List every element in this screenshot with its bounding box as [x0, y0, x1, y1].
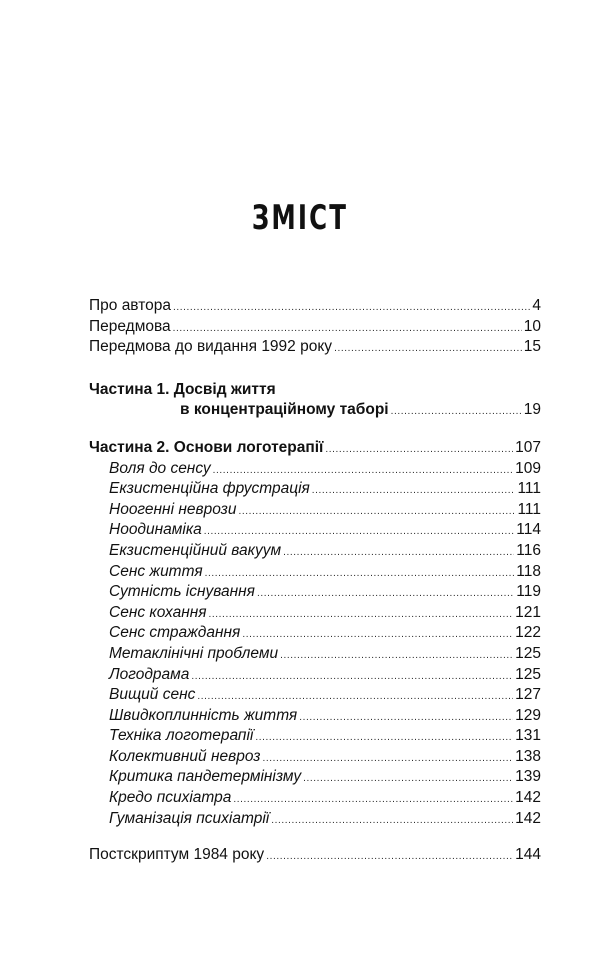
entry-page: 144 — [515, 846, 541, 864]
toc-chapter-entry[interactable] — [89, 459, 541, 480]
chapter-label: Гуманізація психіатрії — [109, 809, 270, 827]
entry-page: 19 — [523, 401, 541, 419]
dot-leader — [204, 522, 515, 543]
chapter-label: Сутність існування — [109, 583, 255, 601]
chapter-page: 122 — [515, 624, 541, 642]
toc-part1-heading[interactable] — [89, 380, 541, 401]
entry-page: 15 — [523, 338, 541, 356]
chapter-label: Сенс страждання — [109, 624, 241, 642]
chapter-page: 111 — [517, 480, 541, 498]
dot-leader — [255, 728, 513, 749]
spacer — [89, 421, 541, 438]
toc-entry-preface-1992[interactable] — [89, 337, 541, 358]
chapter-page: 116 — [516, 541, 541, 559]
table-of-contents — [89, 296, 541, 866]
chapter-page: 142 — [515, 809, 541, 827]
toc-chapter-entry[interactable] — [89, 788, 541, 809]
dot-leader — [280, 646, 513, 667]
dot-leader — [213, 461, 513, 482]
chapter-page: 125 — [515, 644, 541, 662]
dot-leader — [325, 440, 513, 461]
chapter-label: Швидкоплинність життя — [109, 706, 298, 724]
toc-chapter-entry[interactable] — [89, 685, 541, 706]
dot-leader — [299, 708, 513, 729]
toc-part2-heading[interactable] — [89, 438, 541, 459]
dot-leader — [262, 749, 513, 770]
chapter-label: Екзистенційний вакуум — [109, 541, 282, 559]
chapter-page: 129 — [515, 706, 541, 724]
entry-label: Постскриптум 1984 року — [89, 846, 265, 864]
entry-label: Передмова — [89, 317, 171, 335]
dot-leader — [334, 339, 522, 360]
chapter-label: Колективний невроз — [109, 747, 261, 765]
toc-entry-about-author[interactable] — [89, 296, 541, 317]
chapter-page: 131 — [515, 727, 541, 745]
dot-leader — [238, 502, 515, 523]
chapter-label: Метаклінічні проблеми — [109, 644, 279, 662]
dot-leader — [271, 811, 513, 832]
chapter-page: 127 — [515, 686, 541, 704]
chapter-label: Ноогенні неврози — [109, 500, 237, 518]
toc-chapter-entry[interactable] — [89, 747, 541, 768]
dot-leader — [242, 625, 513, 646]
entry-label: Про автора — [89, 297, 171, 314]
dot-leader — [209, 605, 514, 626]
toc-chapter-entry[interactable] — [89, 767, 541, 788]
dot-leader — [257, 584, 514, 605]
toc-chapter-entry[interactable] — [89, 665, 541, 686]
chapter-page: 142 — [515, 789, 541, 807]
dot-leader — [312, 481, 516, 502]
dot-leader — [205, 564, 515, 585]
chapter-label: Сенс життя — [109, 562, 203, 580]
part2-chapter-list — [89, 459, 541, 830]
entry-page: 4 — [532, 297, 541, 314]
dot-leader — [266, 847, 513, 868]
chapter-page: 109 — [515, 459, 541, 477]
chapter-label: Ноодинаміка — [109, 521, 202, 539]
chapter-page: 125 — [515, 665, 541, 683]
entry-page: 10 — [523, 317, 541, 335]
toc-entry-preface[interactable] — [89, 317, 541, 338]
toc-chapter-entry[interactable] — [89, 541, 541, 562]
dot-leader — [283, 543, 514, 564]
toc-chapter-entry[interactable] — [89, 809, 541, 830]
chapter-label: Логодрама — [109, 665, 190, 683]
part1-title-line2: в концентраційному таборі — [180, 401, 389, 419]
spacer — [89, 829, 541, 845]
chapter-label: Сенс кохання — [109, 603, 207, 621]
toc-chapter-entry[interactable] — [89, 479, 541, 500]
toc-entry-postscript[interactable] — [89, 845, 541, 866]
chapter-label: Критика пандетермінізму — [109, 768, 302, 786]
dot-leader — [391, 402, 522, 423]
chapter-page: 114 — [516, 521, 541, 539]
toc-chapter-entry[interactable] — [89, 500, 541, 521]
chapter-page: 138 — [515, 747, 541, 765]
dot-leader — [197, 687, 513, 708]
dot-leader — [191, 667, 513, 688]
entry-page: 107 — [515, 438, 541, 456]
toc-chapter-entry[interactable] — [89, 603, 541, 624]
chapter-page: 121 — [515, 603, 541, 621]
chapter-label: Вищий сенс — [109, 686, 196, 704]
part2-title: Частина 2. Основи логотерапії — [89, 438, 324, 456]
chapter-label: Екзистенційна фрустрація — [109, 480, 310, 498]
dot-leader — [233, 790, 513, 811]
chapter-label: Кредо психіатра — [109, 789, 232, 807]
dot-leader — [303, 769, 513, 790]
contents-title: ЗМІСТ — [251, 198, 349, 238]
toc-chapter-entry[interactable] — [89, 706, 541, 727]
toc-chapter-entry[interactable] — [89, 582, 541, 603]
chapter-page: 139 — [515, 768, 541, 786]
toc-chapter-entry[interactable] — [89, 644, 541, 665]
toc-chapter-entry[interactable] — [89, 623, 541, 644]
part1-title-line1: Частина 1. Досвід життя — [89, 380, 276, 398]
dot-leader — [173, 319, 522, 340]
spacer — [89, 358, 541, 380]
chapter-page: 118 — [516, 562, 541, 580]
toc-part1-continuation[interactable] — [89, 400, 541, 421]
chapter-page: 111 — [517, 500, 541, 518]
chapter-label: Воля до сенсу — [109, 459, 211, 477]
entry-label: Передмова до видання 1992 року — [89, 338, 333, 356]
dot-leader — [173, 298, 530, 319]
toc-chapter-entry[interactable] — [89, 726, 541, 747]
chapter-page: 119 — [516, 583, 541, 601]
toc-chapter-entry[interactable] — [89, 520, 541, 541]
chapter-label: Техніка логотерапії — [109, 727, 254, 745]
toc-chapter-entry[interactable] — [89, 562, 541, 583]
